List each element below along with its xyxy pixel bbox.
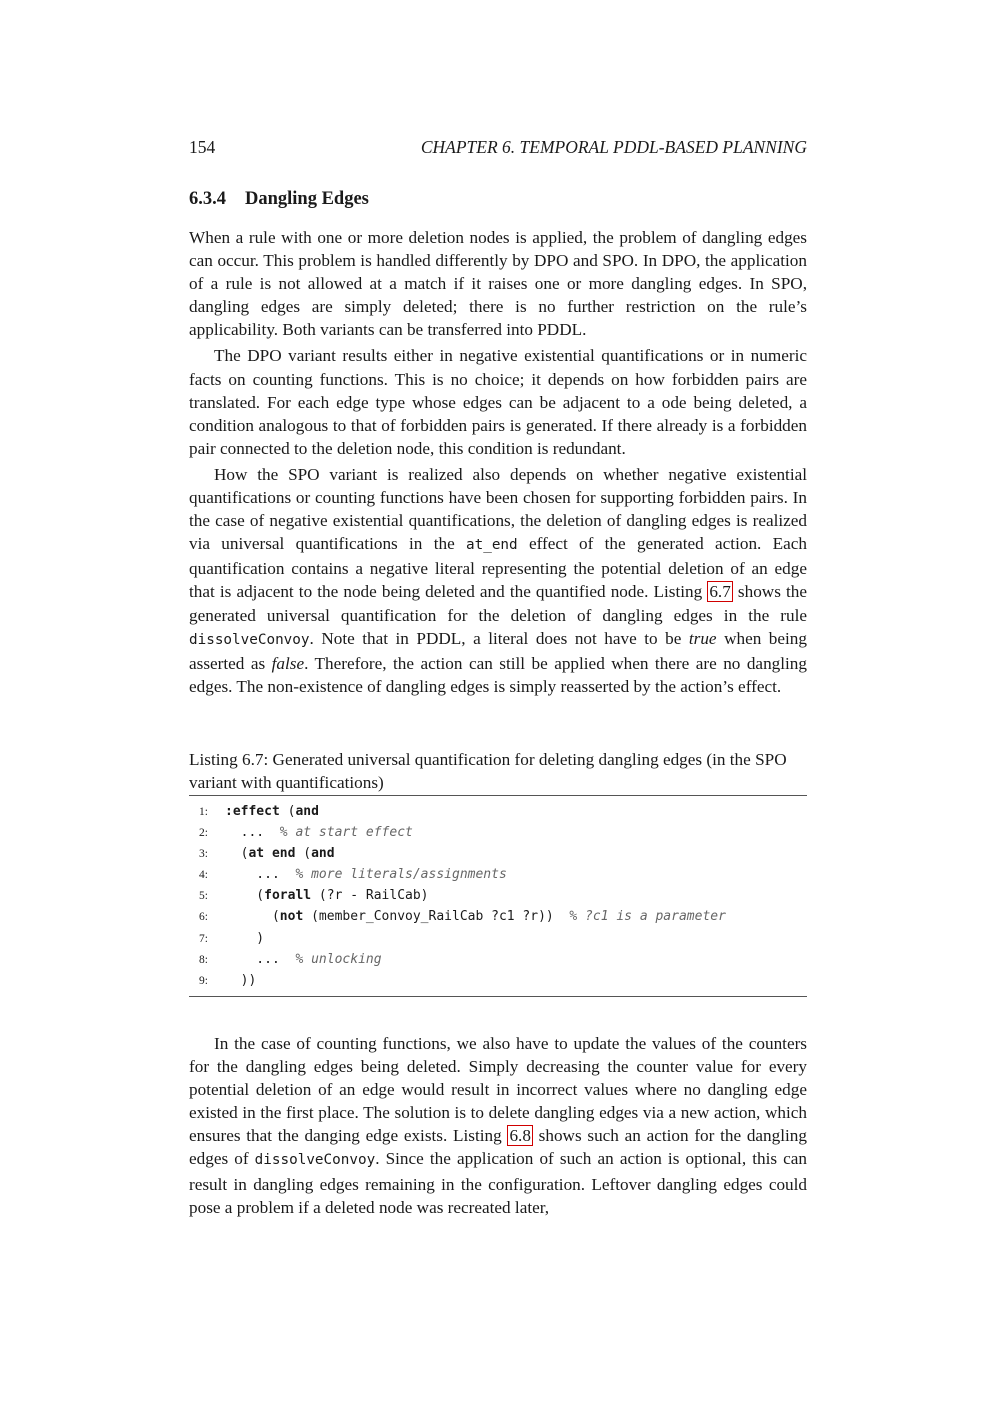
code-text: ( <box>225 888 265 904</box>
line-number: 1: <box>199 806 208 818</box>
code-keyword: at end <box>248 846 296 862</box>
inline-code-at-end: at_end <box>466 537 518 554</box>
code-keyword: forall <box>264 888 312 904</box>
word-false: false <box>271 653 305 673</box>
p3-text-b: effect of the generated action. Each quantification contains a negative literal representing the potential deletion of an edge that is adjacent to the node being deleted and the quantified node. Listing <box>189 534 807 602</box>
section-number: 6.3.4 <box>189 189 226 209</box>
p4-text-a: In the case of counting functions, we also have to update the values of the counters for the dangling edges being deleted. Simply decreasing the counter value for every potential deletion of an edge would result in incorrect values where no dangling edge existed in the first place. The solution is to delete dangling edges via a new action, which ensures that the danging edge exists. Listing <box>189 1034 807 1146</box>
line-number: 4: <box>199 869 208 882</box>
p4-text-b: shows such an action for the dangling edges of <box>189 1126 807 1169</box>
p3-text-f: . Therefore, the action can still be applied when there are no dangling edges. The non-existence of dangling edges is simply reasserted by the action’s effect. <box>189 653 807 696</box>
code-text: ( <box>279 804 296 819</box>
code-text: (member_Convoy_RailCab ?c1 ?r)) <box>303 909 570 925</box>
code-line <box>189 822 807 843</box>
paragraph-1: When a rule with one or more deletion nodes is applied, the problem of dangling edges can occur. This problem is handled differently by DPO and SPO. In DPO, the application of a rule is not allowed at a match if it raises one or more dangling edges. In SPO, dangling edges are simply deleted; there is no further restriction on the rule’s applicability. Both variants can be transferred into PDDL. <box>189 228 807 340</box>
listing-ref-6-8-link[interactable]: 6.8 <box>509 1126 531 1146</box>
code-line <box>189 949 807 970</box>
paragraph-3 <box>189 463 807 698</box>
code-comment: % ?c1 is a parameter <box>569 909 726 925</box>
code-text: (?r - RailCab) <box>311 888 429 904</box>
body-text-upper <box>189 226 807 701</box>
section-title: Dangling Edges <box>245 189 369 209</box>
paragraph-2: The DPO variant results either in negative existential quantifications or in numeric facts on counting functions. This is no choice; it depends on how forbidden pairs are translated. For each edge type whose edges can be adjacent to a ode being deleted, a condition analogous to that of forbidden pairs is generated. If there already is a forbidden pair connected to the deletion node, this condition is redundant. <box>189 346 807 458</box>
code-keyword: and <box>295 804 319 819</box>
line-number: 3: <box>199 848 208 861</box>
inline-code-dissolve-convoy-2: dissolveConvoy <box>254 1152 376 1169</box>
code-text: ( <box>295 846 312 862</box>
page-number: 154 <box>189 137 216 157</box>
paragraph-4 <box>189 1032 807 1219</box>
code-text: ( <box>225 846 249 862</box>
code-text: ... <box>225 951 296 967</box>
line-number: 7: <box>199 932 208 945</box>
code-line <box>189 928 807 949</box>
code-line <box>189 906 807 927</box>
code-text: ... <box>225 825 280 841</box>
p3-text-d: . Note that in PDDL, a literal does not have to be <box>309 628 689 648</box>
code-line <box>189 885 807 906</box>
code-keyword: and <box>311 846 335 862</box>
p4-text-c: . Since the application of such an action is optional, this can result in dangling edges remaining in the configuration. Leftover dangling edges could pose a problem if a deleted node was recreated later, <box>189 1149 808 1217</box>
p3-text-e: when being asserted as <box>189 628 807 673</box>
body-text-lower <box>189 1032 807 1222</box>
line-number: 6: <box>199 911 208 924</box>
code-line <box>189 843 807 864</box>
code-comment: % at start effect <box>279 825 413 841</box>
code-text: ( <box>225 909 280 925</box>
code-line <box>189 970 807 991</box>
code-comment: % unlocking <box>295 951 382 967</box>
p3-text-c: shows the generated universal quantification for the deletion of dangling edges in the rule <box>189 582 807 625</box>
code-text: ... <box>225 867 296 883</box>
code-text: )) <box>225 972 257 988</box>
inline-code-dissolve-convoy: dissolveConvoy <box>189 631 310 648</box>
line-number: 8: <box>199 953 208 966</box>
section-heading <box>189 189 369 210</box>
code-text: ) <box>225 930 265 946</box>
code-listing <box>189 795 807 997</box>
running-head: CHAPTER 6. TEMPORAL PDDL-BASED PLANNING <box>420 137 807 157</box>
code-line <box>189 864 807 885</box>
word-true: true <box>688 628 717 648</box>
listing-ref-6-7-link[interactable]: 6.7 <box>709 582 731 602</box>
p3-text-a: How the SPO variant is realized also depends on whether negative existential quantifications or counting functions have been chosen for supporting forbidden pairs. In the case of negative existential quantifications, the deletion of dangling edges is realized via universal quantifications in the <box>189 464 807 554</box>
code-keyword: :effect <box>225 804 280 819</box>
code-line <box>189 801 807 822</box>
line-number: 2: <box>199 827 208 840</box>
code-comment: % more literals/assignments <box>295 867 507 883</box>
code-keyword: not <box>279 909 304 925</box>
listing-caption: Listing 6.7: Generated universal quantification for deleting dangling edges (in the SPO variant with quantifications) <box>189 750 787 792</box>
line-number: 5: <box>199 890 208 903</box>
line-number: 9: <box>199 974 208 987</box>
